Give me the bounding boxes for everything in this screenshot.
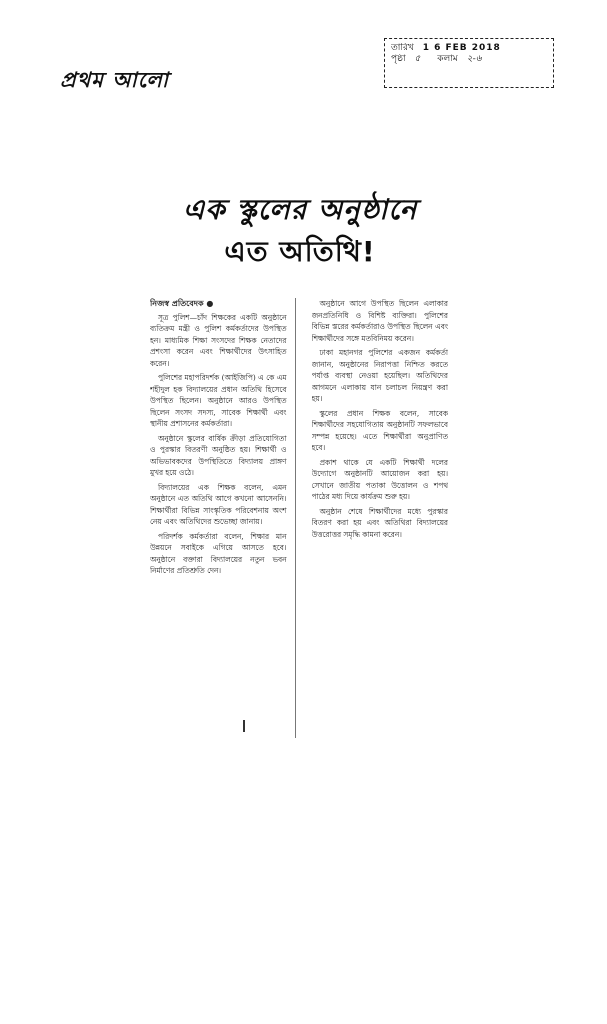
paragraph: প্রকাশ থাকে যে একটি শিক্ষার্থী দলের উদ্যোগে অনুষ্ঠানটি আয়োজন করা হয়। সেখানে জাতীয় পতাকা উত্তোলন ও শপথ পাঠের মধ্য দিয়ে কার্যক্রম শুরু হয়। — [311, 457, 448, 501]
paragraph: পরিদর্শক কর্মকর্তারা বলেন, শিক্ষার মান উন্নয়নে সবাইকে এগিয়ে আসতে হবে। অনুষ্ঠানে বক্তারা বিদ্যালয়ের নতুন ভবন নির্মাণের প্রতিশ্রুতি দেন। — [150, 531, 287, 575]
paragraph: অনুষ্ঠান শেষে শিক্ষার্থীদের মধ্যে পুরস্কার বিতরণ করা হয় এবং অতিথিরা বিদ্যালয়ের উত্তরোত্তর সমৃদ্ধি কামনা করেন। — [311, 506, 448, 539]
paragraph: স্কুলের প্রধান শিক্ষক বলেন, সাবেক শিক্ষার্থীদের সহযোগিতায় অনুষ্ঠানটি সফলভাবে সম্পন্ন হয়েছে। এতে শিক্ষার্থীরা অনুপ্রাণিত হবে। — [311, 408, 448, 452]
paragraph: পুলিশের মহাপরিদর্শক (আইজিপি) এ কে এম শহীদুল হক বিদ্যালয়ের প্রধান অতিথি হিসেবে উপস্থিত ছিলেন। অনুষ্ঠানে আরও উপস্থিত ছিলেন সংসদ সদস্য, সাবেক শিক্ষার্থী এবং স্থানীয় প্রশাসনের কর্মকর্তারা। — [150, 373, 287, 428]
paragraph: অনুষ্ঠানে স্কুলের বার্ষিক ক্রীড়া প্রতিযোগিতা ও পুরস্কার বিতরণী অনুষ্ঠিত হয়। শিক্ষার্থী ও অভিভাবকদের উপস্থিতিতে বিদ্যালয় প্রাঙ্গণ মুখর হয়ে ওঠে। — [150, 433, 287, 477]
paragraph: সূত্র পুলিশ—চাঁদ শিক্ষকের একটি অনুষ্ঠানে ব্যতিক্রম মন্ত্রী ও পুলিশ কর্মকর্তাদের উপস্থিত হন। মাধ্যমিক শিক্ষা সংসদের শিক্ষক নেতাদের প্রশংসা করেন এবং শিক্ষার্থীদের উৎসাহিত করেন। — [150, 312, 287, 368]
stamp-date-value: 1 6 FEB 2018 — [422, 43, 501, 53]
stamp-page-value: ৫ — [414, 54, 421, 64]
paragraph: বিদ্যালয়ের এক শিক্ষক বলেন, এমন অনুষ্ঠানে এত অতিথি আগে কখনো আসেননি। শিক্ষার্থীরা বিভিন্ন সাংস্কৃতিক পরিবেশনায় অংশ নেয় এবং অতিথিদের শুভেচ্ছা জানায়। — [150, 482, 287, 526]
headline-line-2: এত অতিথি! — [224, 235, 376, 268]
article-byline: নিজস্ব প্রতিবেদক ● — [150, 299, 214, 308]
news-clipping — [150, 190, 450, 750]
article-body — [150, 298, 448, 738]
stamp-date-label: তারিখ — [391, 43, 414, 53]
article-column-right — [312, 298, 449, 738]
headline-line-1: এক স্কুলের অনুষ্ঠানে — [182, 193, 418, 226]
paragraph: অনুষ্ঠানে আগে উপস্থিত ছিলেন এলাকার জনপ্রতিনিধি ও বিশিষ্ট ব্যক্তিরা। পুলিশের বিভিন্ন স্তরের কর্মকর্তারাও উপস্থিত ছিলেন এবং শিক্ষার্থীদের সঙ্গে মতবিনিময় করেন। — [311, 299, 448, 343]
paragraph: ঢাকা মহানগর পুলিশের একজন কর্মকর্তা জানান, অনুষ্ঠানের নিরাপত্তা নিশ্চিত করতে পর্যাপ্ত ব্যবস্থা নেওয়া হয়েছিল। অতিথিদের আগমনে এলাকায় যান চলাচল নিয়ন্ত্রণ করা হয়। — [311, 348, 448, 403]
article-headline — [150, 190, 450, 272]
stamp-column-value: ২-৬ — [466, 54, 482, 64]
stamp-column-label: কলাম — [437, 54, 458, 64]
stamp-page-row — [391, 54, 547, 65]
archive-date-stamp — [384, 38, 554, 88]
newspaper-masthead: প্রথম আলো — [60, 68, 169, 92]
article-column-left — [150, 298, 296, 738]
stamp-date-row — [391, 43, 547, 54]
stamp-page-label: পৃষ্ঠা — [391, 54, 406, 64]
scan-artifact-mark — [243, 720, 245, 732]
